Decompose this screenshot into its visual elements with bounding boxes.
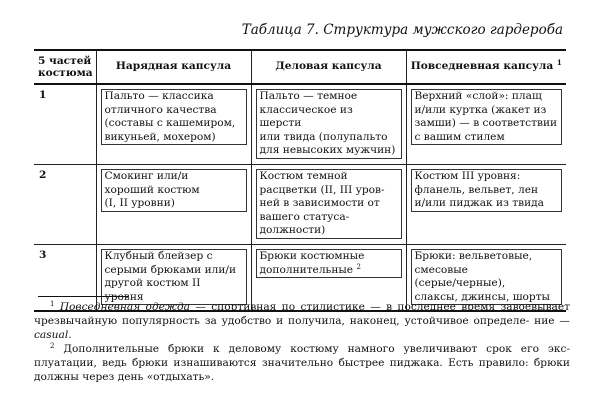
footnote-1-casual: casual	[34, 329, 69, 341]
footnote-2	[34, 342, 570, 384]
table-cell	[406, 164, 566, 244]
cell-line: (I, II уровни)	[104, 197, 175, 210]
wardrobe-table-container	[34, 49, 566, 312]
cell-box	[256, 89, 402, 159]
cell-line: отличного качества	[104, 103, 217, 116]
cell-line: должности)	[259, 224, 326, 237]
footnote-2-line: Дополнительные брюки к деловому костюму намного увеличивают срок его экс-	[54, 343, 570, 355]
row-number: 1	[39, 89, 47, 101]
cell-line: Смокинг или/и	[104, 169, 189, 182]
footnote-1-line: — спортивная по стилистике — в последнее время завоевывает	[190, 301, 570, 313]
cell-line: фланель, вельвет, лен	[414, 183, 539, 196]
cell-box	[101, 169, 247, 212]
cell-line: ней в зависимости от	[259, 197, 380, 210]
footnote-1-line: чрезвычайную популярность за удобство и получила, наконец, устойчивое определе-	[34, 315, 530, 327]
footnote-1	[34, 300, 570, 342]
cell-line: вашего статуса-	[259, 210, 350, 223]
cell-line: замши) — в соответствии	[414, 117, 558, 130]
cell-line: и/или куртка (жакет из	[414, 103, 547, 116]
cell-line: для невысоких мужчин)	[259, 144, 396, 157]
header-business-capsule: Деловая капсула	[251, 50, 406, 84]
cell-line: Костюм темной	[259, 169, 348, 182]
cell-line: Пальто — классика	[104, 90, 214, 102]
cell-line: Брюки костюмные	[259, 249, 365, 262]
table-cell	[96, 84, 251, 164]
table-row	[34, 84, 566, 164]
footnote-1-line: ние —	[534, 315, 570, 327]
cell-line: (серые/черные),	[414, 277, 506, 290]
cell-line: дополнительные	[259, 263, 354, 276]
cell-line: другой костюм II уровня	[104, 277, 201, 303]
cell-line: с вашим стилем	[414, 130, 505, 143]
cell-line: или твида (полупальто	[259, 130, 388, 143]
header-footnote-mark: 1	[556, 58, 562, 68]
cell-line: смесовые	[414, 263, 468, 276]
cell-footnote-mark: 2	[356, 262, 361, 271]
cell-line: Костюм III уровня:	[414, 169, 521, 182]
cell-box	[101, 89, 247, 145]
header-formal-capsule: Нарядная капсула	[96, 50, 251, 84]
table-row	[34, 164, 566, 244]
footnote-2-line: брюки должны через день «отдыхать».	[34, 357, 570, 383]
table-cell	[251, 164, 406, 244]
wardrobe-structure-table	[34, 49, 566, 312]
footnote-2-line: плуатации, ведь брюки изнашиваются значительно быстрее пиджака. Есть правило:	[34, 357, 529, 369]
cell-line: серыми брюками или/и	[104, 263, 237, 276]
cell-box	[411, 169, 563, 212]
cell-line: Брюки: вельветовые,	[414, 249, 533, 262]
cell-line: и/или пиджак из твида	[414, 197, 544, 210]
cell-line: (составы с кашемиром,	[104, 117, 236, 130]
table-cell	[96, 164, 251, 244]
cell-line: Клубный блейзер с	[104, 249, 213, 262]
header-parts: 5 частей костюма	[38, 55, 93, 79]
cell-box	[411, 89, 563, 145]
cell-line: Пальто — темное	[259, 90, 358, 102]
table-cell	[406, 84, 566, 164]
row-number: 2	[39, 168, 47, 181]
cell-line: викуньей, мохером)	[104, 130, 216, 143]
cell-line: классическое из шерсти	[259, 103, 353, 130]
cell-line: Верхний «слой»: плащ	[414, 90, 542, 102]
cell-line: хороший костюм	[104, 183, 200, 196]
row-number: 3	[39, 248, 47, 261]
footnote-1-end: .	[68, 329, 72, 341]
footnote-divider	[38, 296, 128, 297]
cell-line: слаксы, джинсы, шорты	[414, 290, 550, 303]
footnote-2-mark: 2	[50, 342, 55, 350]
table-header-row	[34, 50, 566, 84]
footnote-1-term: Повседневная одежда	[59, 301, 190, 313]
cell-box	[256, 169, 402, 239]
table-title: Таблица 7. Структура мужского гардероба	[241, 22, 563, 38]
footnote-1-mark: 1	[50, 300, 55, 308]
header-casual-label: Повседневная капсула	[410, 60, 554, 73]
header-casual-capsule	[406, 50, 566, 84]
cell-box	[256, 249, 402, 278]
cell-line: расцветки (II, III уров-	[259, 183, 385, 196]
footnotes	[34, 296, 570, 384]
table-cell	[251, 84, 406, 164]
